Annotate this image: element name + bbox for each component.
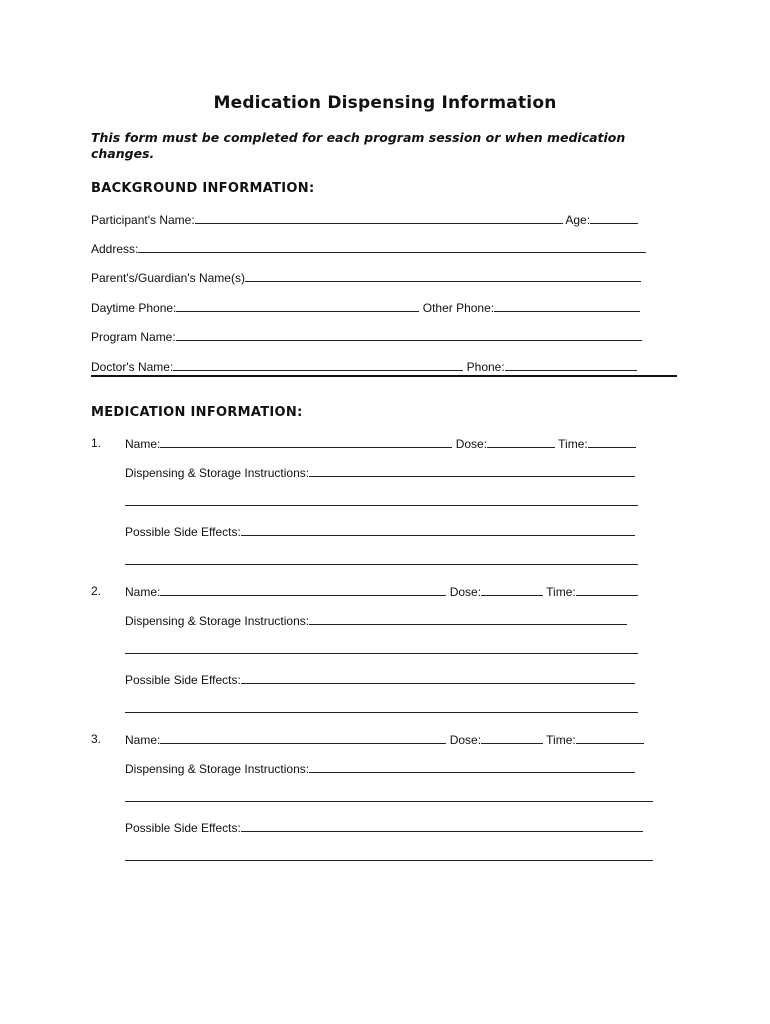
item-number: 3.: [91, 732, 102, 746]
dose-label: Dose:: [449, 585, 482, 599]
background-heading: BACKGROUND INFORMATION:: [91, 181, 315, 196]
program-row: [91, 329, 642, 344]
dose-field[interactable]: [481, 732, 543, 744]
time-label: Time:: [558, 437, 588, 451]
dispensing-row: [125, 761, 635, 776]
dispensing-label: Dispensing & Storage Instructions:: [125, 614, 310, 628]
guardian-row: [91, 270, 641, 285]
dispensing-field[interactable]: [309, 465, 635, 477]
age-label: Age:: [565, 213, 591, 227]
page-title: Medication Dispensing Information: [213, 93, 557, 113]
daytime-phone-label: Daytime Phone:: [91, 301, 177, 315]
side-effects-field[interactable]: [241, 524, 635, 536]
daytime-phone-field[interactable]: [176, 300, 419, 312]
dispensing-label: Dispensing & Storage Instructions:: [125, 762, 310, 776]
side-effects-label: Possible Side Effects:: [125, 673, 241, 687]
dispensing-continuation-field[interactable]: [125, 494, 638, 509]
dose-label: Dose:: [449, 733, 482, 747]
time-label: Time:: [546, 733, 576, 747]
dose-label: Dose:: [455, 437, 488, 451]
doctor-phone-field[interactable]: [505, 359, 637, 371]
guardian-name-field[interactable]: [245, 270, 641, 282]
dispensing-continuation-field[interactable]: [125, 642, 638, 657]
address-row: [91, 241, 646, 256]
name-row: [125, 436, 636, 451]
dose-field[interactable]: [487, 436, 555, 448]
side-effects-field[interactable]: [241, 672, 635, 684]
program-name-field[interactable]: [176, 329, 642, 341]
side-effects-continuation-field[interactable]: [125, 849, 653, 864]
side-effects-continuation-field[interactable]: [125, 553, 638, 568]
other-phone-field[interactable]: [494, 300, 640, 312]
side-effects-row: [125, 524, 635, 539]
side-effects-row: [125, 672, 635, 687]
medication-name-field[interactable]: [160, 732, 446, 744]
participant-label: Participant's Name:: [91, 213, 195, 227]
item-number: 2.: [91, 584, 102, 598]
side-effects-field[interactable]: [241, 820, 643, 832]
name-label: Name:: [125, 733, 161, 747]
medication-name-field[interactable]: [160, 584, 446, 596]
medication-name-field[interactable]: [160, 436, 452, 448]
doctor-label: Doctor's Name:: [91, 360, 174, 374]
program-label: Program Name:: [91, 330, 176, 344]
time-field[interactable]: [576, 732, 644, 744]
phone-row: [91, 300, 640, 315]
participant-row: [91, 212, 638, 227]
time-label: Time:: [546, 585, 576, 599]
item-number: 1.: [91, 436, 102, 450]
age-field[interactable]: [590, 212, 638, 224]
dispensing-field[interactable]: [309, 761, 635, 773]
time-field[interactable]: [576, 584, 638, 596]
guardian-label: Parent's/Guardian's Name(s): [91, 271, 245, 285]
side-effects-continuation-field[interactable]: [125, 701, 638, 716]
dose-field[interactable]: [481, 584, 543, 596]
intro-text: This form must be completed for each program session or when medication changes.: [91, 130, 626, 161]
name-row: [125, 732, 644, 747]
address-field[interactable]: [138, 241, 646, 253]
side-effects-label: Possible Side Effects:: [125, 821, 241, 835]
name-row: [125, 584, 638, 599]
participant-name-field[interactable]: [195, 212, 563, 224]
dispensing-row: [125, 465, 635, 480]
time-field[interactable]: [588, 436, 636, 448]
address-label: Address:: [91, 242, 139, 256]
other-phone-label: Other Phone:: [422, 301, 495, 315]
dispensing-label: Dispensing & Storage Instructions:: [125, 466, 310, 480]
doctor-phone-label: Phone:: [466, 360, 505, 374]
doctor-row: [91, 359, 637, 374]
dispensing-field[interactable]: [309, 613, 627, 625]
doctor-name-field[interactable]: [173, 359, 463, 371]
name-label: Name:: [125, 585, 161, 599]
dispensing-row: [125, 613, 627, 628]
side-effects-row: [125, 820, 643, 835]
dispensing-continuation-field[interactable]: [125, 790, 653, 805]
medication-heading: MEDICATION INFORMATION:: [91, 405, 303, 420]
section-divider: [91, 375, 677, 377]
side-effects-label: Possible Side Effects:: [125, 525, 241, 539]
name-label: Name:: [125, 437, 161, 451]
